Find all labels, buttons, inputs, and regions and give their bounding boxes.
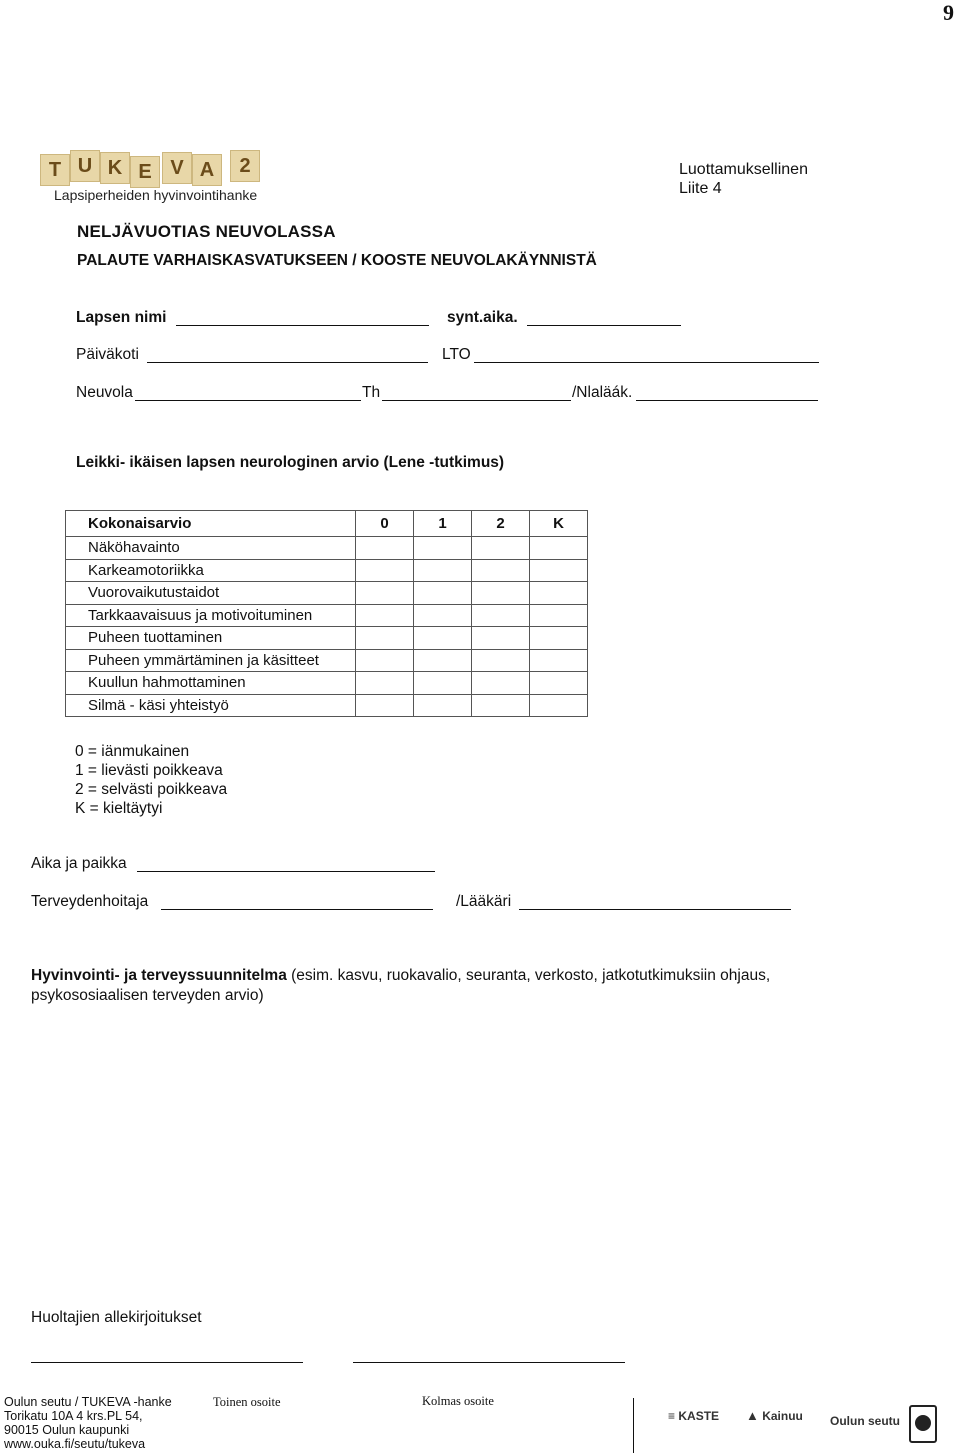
clinic-label: Neuvola: [76, 384, 133, 401]
score-column-header: 0: [356, 511, 414, 537]
oulun-seutu-logo-text: Oulun seutu: [830, 1414, 900, 1428]
row-label: Tarkkaavaisuus ja motivoituminen: [66, 604, 356, 627]
birth-date-line[interactable]: [527, 325, 681, 326]
score-column-header: K: [530, 511, 588, 537]
score-cell[interactable]: [356, 582, 414, 605]
kainuu-logo-mark-icon: ▲: [746, 1408, 759, 1423]
score-cell[interactable]: [530, 627, 588, 650]
table-row: [66, 672, 588, 695]
logo-letter: E: [130, 156, 160, 188]
document-subtitle: PALAUTE VARHAISKASVATUKSEEN / KOOSTE NEUVOLAKÄYNNISTÄ: [77, 252, 597, 269]
row-label: Näköhavainto: [66, 537, 356, 560]
score-column-header: 2: [472, 511, 530, 537]
legend-item: 0 = iänmukainen: [75, 743, 190, 760]
footer-address-line: Oulun seutu / TUKEVA -hanke: [4, 1395, 172, 1409]
document-title: NELJÄVUOTIAS NEUVOLASSA: [77, 222, 336, 241]
nurse-th-label: Th: [362, 384, 381, 401]
time-place-line[interactable]: [137, 871, 435, 872]
confidential-note: [679, 160, 808, 198]
score-cell[interactable]: [414, 537, 472, 560]
footer-third-address: Kolmas osoite: [422, 1394, 494, 1408]
score-cell[interactable]: [414, 604, 472, 627]
row-label: Vuorovaikutustaidot: [66, 582, 356, 605]
birth-date-label: synt.aika.: [447, 309, 518, 326]
table-row: [66, 627, 588, 650]
kaste-logo-mark-icon: ≡: [668, 1409, 676, 1423]
score-column-header: 1: [414, 511, 472, 537]
score-cell[interactable]: [356, 672, 414, 695]
score-cell[interactable]: [472, 604, 530, 627]
lto-line[interactable]: [474, 362, 819, 363]
footer-address-line: Torikatu 10A 4 krs.PL 54,: [4, 1409, 143, 1423]
score-cell[interactable]: [472, 559, 530, 582]
score-cell[interactable]: [356, 559, 414, 582]
confidential-label: Luottamuksellinen: [679, 161, 808, 178]
daycare-label: Päiväkoti: [76, 346, 139, 363]
legend-item: K = kieltäytyi: [75, 800, 163, 817]
score-cell[interactable]: [530, 537, 588, 560]
guardian-signature-line-1[interactable]: [31, 1362, 303, 1363]
row-label: Puheen tuottaminen: [66, 627, 356, 650]
doctor-signature-label: /Lääkäri: [456, 893, 512, 910]
score-cell[interactable]: [472, 649, 530, 672]
guardian-signature-line-2[interactable]: [353, 1362, 625, 1363]
emblem-circle-icon: [915, 1415, 931, 1431]
score-cell[interactable]: [530, 604, 588, 627]
score-legend: [75, 742, 227, 818]
legend-item: 2 = selvästi poikkeava: [75, 781, 228, 798]
emblem-icon: [909, 1405, 937, 1443]
nurse-th-line[interactable]: [382, 400, 571, 401]
table-header-row: [66, 511, 588, 537]
oulun-seutu-logo: [830, 1414, 900, 1428]
score-cell[interactable]: [356, 604, 414, 627]
score-cell[interactable]: [414, 649, 472, 672]
score-cell[interactable]: [530, 694, 588, 717]
logo-letter: 2: [230, 150, 260, 182]
kainuu-logo: [746, 1408, 803, 1423]
table-header-label: Kokonaisarvio: [66, 511, 356, 537]
score-cell[interactable]: [414, 672, 472, 695]
logo-subtitle: Lapsiperheiden hyvinvointihanke: [54, 187, 258, 203]
logo-letter: U: [70, 150, 100, 182]
row-label: Silmä - käsi yhteistyö: [66, 694, 356, 717]
score-cell[interactable]: [356, 694, 414, 717]
footer-address: [4, 1395, 172, 1451]
section-title: Leikki- ikäisen lapsen neurologinen arvio (Lene -tutkimus): [76, 454, 505, 471]
score-cell[interactable]: [356, 649, 414, 672]
lene-assessment-table: [65, 510, 588, 717]
table-row: [66, 559, 588, 582]
time-place-label: Aika ja paikka: [31, 855, 127, 872]
legend-item: 1 = lievästi poikkeava: [75, 762, 223, 779]
table-row: [66, 582, 588, 605]
score-cell[interactable]: [530, 649, 588, 672]
score-cell[interactable]: [356, 537, 414, 560]
footer-address-line: 90015 Oulun kaupunki: [4, 1423, 130, 1437]
health-plan-description: (esim. kasvu, ruokavalio, seuranta, verkosto, jatkotutkimuksiin ohjaus, psykososiaalisen terveyden arvio): [31, 967, 771, 1004]
kainuu-logo-text: Kainuu: [762, 1409, 803, 1423]
doctor-line[interactable]: [636, 400, 818, 401]
doctor-signature-line[interactable]: [519, 909, 791, 910]
logo-letter: T: [40, 154, 70, 186]
lto-label: LTO: [442, 346, 471, 363]
child-name-label: Lapsen nimi: [76, 309, 167, 326]
page-number: 9: [943, 0, 954, 25]
guardians-signatures-label: Huoltajien allekirjoitukset: [31, 1309, 202, 1326]
daycare-line[interactable]: [147, 362, 428, 363]
footer-divider: [633, 1398, 634, 1453]
logo-letter: A: [192, 154, 222, 186]
nurse-label: Terveydenhoitaja: [31, 893, 149, 910]
health-plan-title: Hyvinvointi- ja terveyssuunnitelma: [31, 967, 287, 984]
score-cell[interactable]: [414, 627, 472, 650]
table-row: [66, 604, 588, 627]
score-cell[interactable]: [472, 537, 530, 560]
row-label: Kuullun hahmottaminen: [66, 672, 356, 695]
nurse-line[interactable]: [161, 909, 433, 910]
clinic-line[interactable]: [135, 400, 361, 401]
health-plan-heading: [31, 966, 831, 1006]
kaste-logo-text: KASTE: [678, 1409, 720, 1423]
score-cell[interactable]: [530, 672, 588, 695]
doctor-label: /Nlaläák.: [572, 384, 633, 401]
table-row: [66, 649, 588, 672]
score-cell[interactable]: [356, 627, 414, 650]
table-row: [66, 537, 588, 560]
score-cell[interactable]: [414, 559, 472, 582]
score-cell[interactable]: [472, 672, 530, 695]
footer-second-address: Toinen osoite: [213, 1395, 281, 1409]
kaste-logo: [668, 1409, 719, 1423]
score-cell[interactable]: [530, 582, 588, 605]
logo-letter: V: [162, 152, 192, 184]
score-cell[interactable]: [472, 627, 530, 650]
score-cell[interactable]: [414, 582, 472, 605]
score-cell[interactable]: [530, 559, 588, 582]
score-cell[interactable]: [472, 694, 530, 717]
footer-address-line: www.ouka.fi/seutu/tukeva: [4, 1437, 146, 1451]
score-cell[interactable]: [472, 582, 530, 605]
row-label: Karkeamotoriikka: [66, 559, 356, 582]
score-cell[interactable]: [414, 694, 472, 717]
child-name-line[interactable]: [176, 325, 429, 326]
appendix-label: Liite 4: [679, 180, 722, 197]
logo-letter: K: [100, 152, 130, 184]
row-label: Puheen ymmärtäminen ja käsitteet: [66, 649, 356, 672]
table-row: [66, 694, 588, 717]
